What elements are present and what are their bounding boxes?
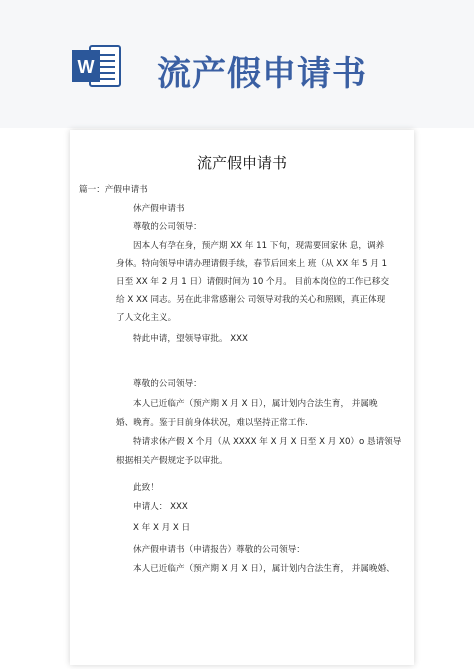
doc-line: 因本人有孕在身，预产期 XX 年 11 下旬，现需要回家休 息，调养 <box>133 241 385 251</box>
doc-line: 特此申请，望领导审批。 XXX <box>133 334 248 344</box>
doc-line: 此致！ <box>133 483 159 493</box>
word-document-icon <box>70 40 122 92</box>
doc-line: 婚、晚育。鉴于目前身体状况，难以坚持正常工作. <box>116 418 308 428</box>
header-banner <box>0 0 474 128</box>
doc-line: 身体。特向领导申请办理请假手续，春节后回来上 班（从 XX 年 5 月 1 <box>116 259 388 269</box>
doc-line: 本人已近临产（预产期 X 月 X 日），属计划内合法生育， 并属晚 <box>133 399 378 409</box>
document-title: 流产假申请书 <box>196 154 287 172</box>
doc-line: X 年 X 月 X 日 <box>133 523 191 533</box>
doc-line: 给 X XX 同志。另在此非常感谢公 司领导对我的关心和照顾，真正体现 <box>116 295 386 305</box>
doc-line: 休产假申请书（申请报告）尊敬的公司领导： <box>133 545 305 555</box>
doc-line: 日至 XX 年 2 月 1 日）请假时间为 10 个月。 目前本岗位的工作已移交 <box>116 277 390 287</box>
doc-line: 申请人： XXX <box>133 502 188 512</box>
document-page <box>70 130 414 665</box>
doc-line: 篇一：产假申请书 <box>79 185 148 195</box>
doc-line: 尊敬的公司领导： <box>133 379 202 389</box>
word-letter: W <box>77 57 95 77</box>
doc-line: 尊敬的公司领导： <box>133 222 202 232</box>
doc-line: 本人已近临产（预产期 X 月 X 日），属计划内合法生育， 并属晚婚、 <box>133 564 395 574</box>
doc-line: 特请求休产假 X 个月（从 XXXX 年 X 月 X 日至 X 月 X0）o 恳请领导 <box>133 437 402 447</box>
doc-line: 休产假申请书 <box>133 204 185 214</box>
doc-line: 了人文化主义。 <box>116 313 177 323</box>
banner-title: 流产假申请书 <box>157 54 367 94</box>
doc-line: 根据相关产假规定予以审批。 <box>116 456 228 466</box>
